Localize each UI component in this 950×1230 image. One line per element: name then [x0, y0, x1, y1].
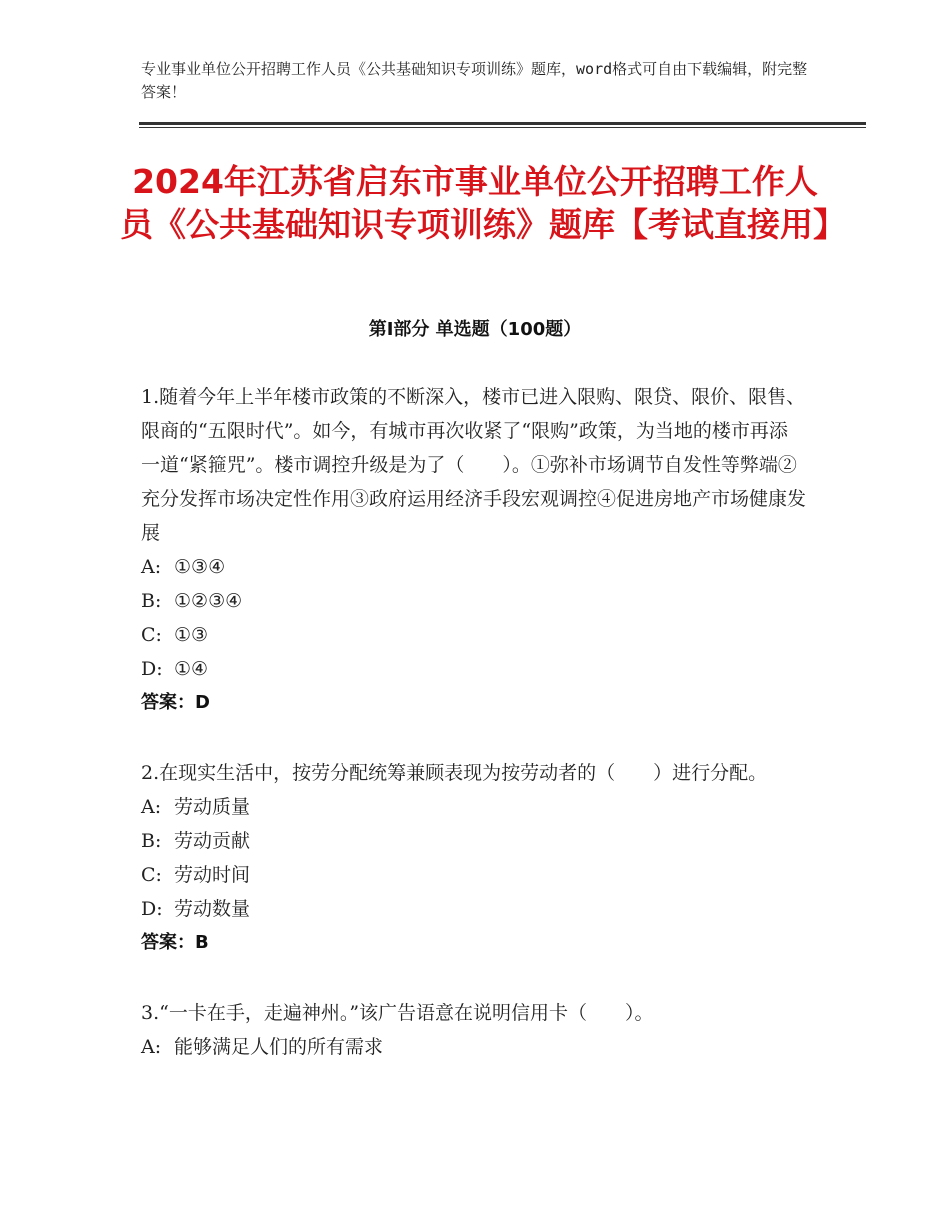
option-letter: B:: [141, 590, 162, 612]
option-d: [141, 892, 806, 926]
question-2: [141, 756, 806, 960]
option-text: 劳动时间: [174, 864, 251, 886]
option-c: [141, 618, 806, 652]
option-letter: A:: [141, 796, 162, 818]
option-c: [141, 858, 806, 892]
option-text: 能够满足人们的所有需求: [174, 1036, 384, 1058]
option-a: [141, 1030, 806, 1064]
document-title: 2024年江苏省启东市事业单位公开招聘工作人员《公共基础知识专项训练》题库【考试直接用】: [120, 162, 846, 244]
option-letter: D:: [141, 898, 163, 920]
option-letter: A:: [141, 556, 162, 578]
header-rule: [139, 122, 866, 125]
option-text: 劳动贡献: [174, 830, 251, 852]
header-note: 专业事业单位公开招聘工作人员《公共基础知识专项训练》题库，word格式可自由下载编辑，附完整答案！: [141, 60, 808, 101]
option-letter: C:: [141, 864, 162, 886]
question-stem: 1.随着今年上半年楼市政策的不断深入，楼市已进入限购、限贷、限价、限售、限商的“五限时代”。如今，有城市再次收紧了“限购”政策，为当地的楼市再添一道“紧箍咒”。楼市调控升级是为了（ ）。①弥补市场调节自发性等弊端②充分发挥市场决定性作用③政府运用经济手段宏观调控④促进房地产市场健康发展: [141, 386, 807, 544]
option-text: ①②③④: [174, 590, 243, 612]
question-1: [141, 380, 806, 720]
option-a: [141, 550, 806, 584]
question-stem: 2.在现实生活中，按劳分配统筹兼顾表现为按劳动者的（ ）进行分配。: [141, 762, 768, 784]
option-d: [141, 652, 806, 686]
question-3: [141, 996, 806, 1064]
option-b: [141, 824, 806, 858]
question-stem: 3.“一卡在手，走遍神州。”该广告语意在说明信用卡（ ）。: [141, 1002, 654, 1024]
header-rule-thin: [139, 127, 866, 128]
option-b: [141, 584, 806, 618]
option-text: 劳动质量: [174, 796, 251, 818]
option-text: ①③: [174, 624, 209, 646]
option-a: [141, 790, 806, 824]
option-text: ①③④: [174, 556, 226, 578]
option-letter: D:: [141, 658, 163, 680]
section-heading: 第Ⅰ部分 单选题（100题）: [368, 319, 582, 340]
answer-line: 答案：B: [141, 932, 209, 953]
option-letter: C:: [141, 624, 162, 646]
option-letter: B:: [141, 830, 162, 852]
option-text: ①④: [174, 658, 209, 680]
option-letter: A:: [141, 1036, 162, 1058]
question-list: [141, 380, 806, 1100]
option-text: 劳动数量: [174, 898, 251, 920]
answer-line: 答案：D: [141, 692, 210, 713]
